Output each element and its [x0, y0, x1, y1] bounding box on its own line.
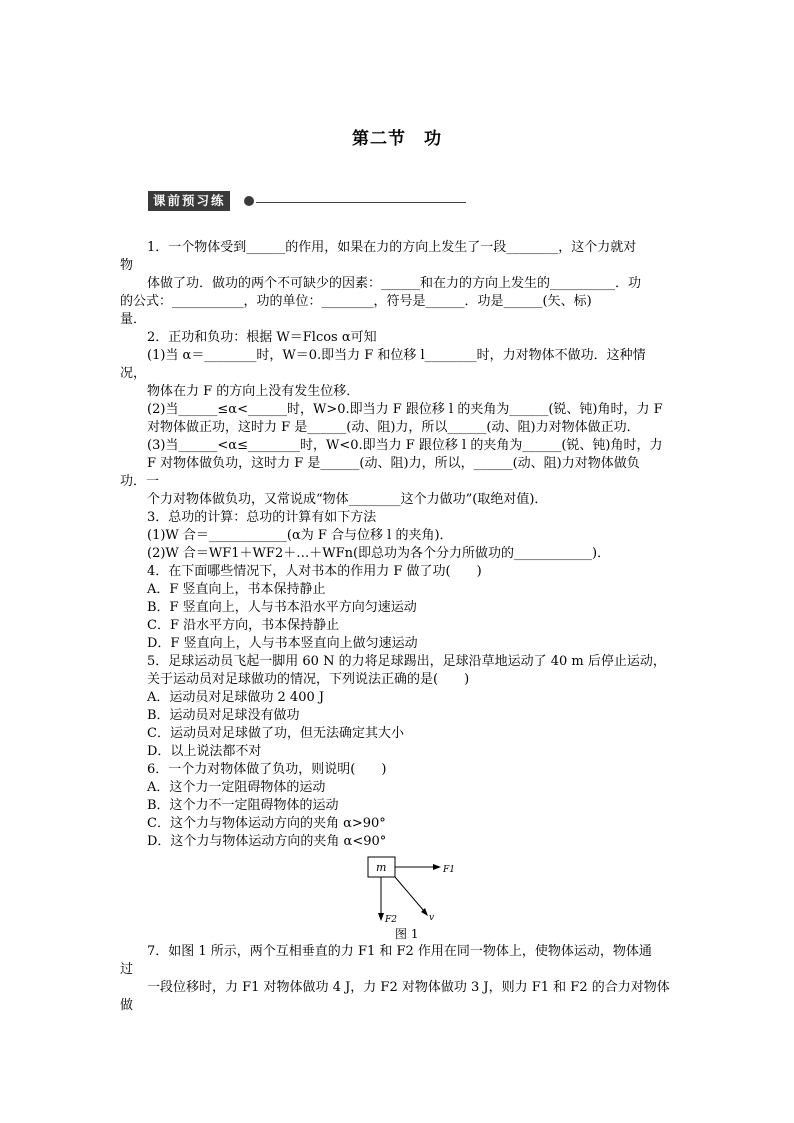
option-a: A．这个力一定阻碍物体的运动	[147, 780, 326, 795]
v-label: v	[429, 913, 435, 923]
question-7: 7．如图 1 所示，两个互相垂直的力 F1 和 F2 作用在同一物体上，使物体运动，物体通	[147, 944, 652, 959]
text-line: 物体在力 F 的方向上没有发生位移．	[147, 384, 360, 399]
mass-label: m	[376, 861, 387, 874]
text-line: 的公式：___________，功的单位：________，符号是______．功是______(矢、标)	[120, 294, 592, 309]
option-b: B．这个力不一定阻碍物体的运动	[147, 798, 339, 813]
text-line: (1)当 α＝________时，W＝0.即当力 F 和位移 l________时，力对物体不做功．这种情	[147, 348, 646, 363]
text-line: (1)W 合＝____________(α为 F 合与位移 l 的夹角)．	[147, 528, 453, 543]
text-line-wrap: 况，	[120, 366, 147, 381]
option-b: B．运动员对足球没有做功	[147, 708, 300, 723]
question-5: 5．足球运动员飞起一脚用 60 N 的力将足球踢出，足球沿草地运动了 40 m 后停止运动，	[147, 654, 666, 669]
option-a: A．运动员对足球做功 2 400 J	[147, 690, 325, 705]
text-line: 体做了功．做功的两个不可缺少的因素：______和在力的方向上发生的__________．功	[147, 276, 642, 291]
option-c: C．F 沿水平方向，书本保持静止	[147, 618, 340, 633]
option-c: C．这个力与物体运动方向的夹角 α>90°	[147, 816, 386, 831]
force-f1-arrowhead	[433, 864, 441, 870]
option-a: A．F 竖直向上，书本保持静止	[147, 582, 326, 597]
f2-label: F2	[385, 915, 397, 925]
text-line: F 对物体做负功，这时力 F 是______(动、阻)力，所以，______(动、阻)力对物体做负	[147, 456, 640, 471]
text-line: (2)当______≤α<______时，W>0.即当力 F 跟位移 l 的夹角为______(锐、钝)角时，力 F	[147, 402, 663, 417]
question-6: 6．一个力对物体做了负功，则说明( )	[147, 762, 387, 777]
text-line-wrap: 过	[120, 962, 134, 977]
banner-rule	[256, 202, 466, 203]
page-title: 第二节 功	[352, 129, 442, 149]
force-diagram	[355, 856, 465, 928]
text-line: 2．正功和负功：根据 W＝Flcos α可知	[147, 330, 377, 345]
text-line-wrap: 功．一	[120, 474, 160, 489]
text-line-wrap: 物	[120, 258, 134, 273]
text-line: 1．一个物体受到______的作用，如果在力的方向上发生了一段________，这个力就对	[147, 240, 637, 255]
option-c: C．运动员对足球做了功，但无法确定其大小	[147, 726, 404, 741]
option-d: D．以上说法都不对	[147, 744, 262, 759]
text-line: 一段位移时，力 F1 对物体做功 4 J，力 F2 对物体做功 3 J，则力 F1 和 F2 的合力对物体	[147, 980, 670, 995]
option-d: D．这个力与物体运动方向的夹角 α<90°	[147, 834, 387, 849]
text-line: (3)当______<α≤________时，W<0.即当力 F 跟位移 l 的夹角为______(锐、钝)角时，力	[147, 438, 663, 453]
option-b: B．F 竖直向上，人与书本沿水平方向匀速运动	[147, 600, 417, 615]
text-line: (2)W 合＝WF1＋WF2＋…＋WFn(即总功为各个分力所做功的____________)．	[147, 546, 611, 561]
question-4: 4．在下面哪些情况下，人对书本的作用力 F 做了功( )	[147, 564, 482, 579]
f1-label: F1	[443, 865, 455, 875]
banner-dot-icon	[244, 196, 254, 206]
text-line-wrap: 做	[120, 998, 134, 1013]
text-line: 个力对物体做负功，又常说成“物体________这个力做功”(取绝对值)．	[147, 492, 548, 507]
text-line-wrap: 量．	[120, 312, 147, 327]
section-banner: 课前预习练	[148, 191, 230, 211]
text-line: 对物体做正功，这时力 F 是______(动、阻)力，所以______(动、阻)力对物体做正功．	[147, 420, 640, 435]
text-line: 3．总功的计算：总功的计算有如下方法	[147, 510, 377, 525]
option-d: D．F 竖直向上，人与书本竖直向上做匀速运动	[147, 636, 418, 651]
text-line: 关于运动员对足球做功的情况，下列说法正确的是( )	[147, 672, 470, 687]
figure-caption: 图 1	[395, 927, 419, 941]
force-f2-arrowhead	[378, 913, 384, 921]
velocity-arrow	[395, 877, 424, 911]
